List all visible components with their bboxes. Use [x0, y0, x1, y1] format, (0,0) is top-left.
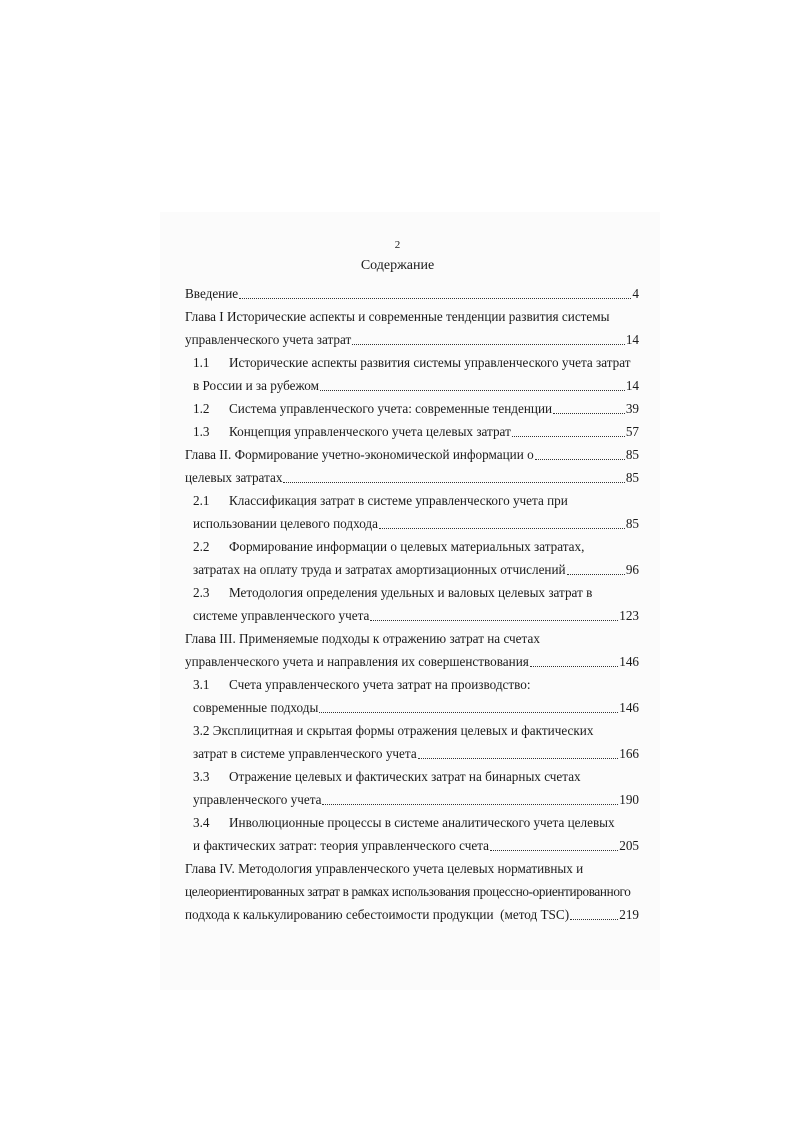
- leader-dots: [352, 344, 625, 345]
- toc-entry-chapter-2[interactable]: [185, 443, 639, 463]
- toc-entry-section-2-1[interactable]: [193, 489, 639, 509]
- toc-entry-text: 3.2 Эксплицитная и скрытая формы отражения целевых и фактических: [193, 723, 594, 738]
- toc-entry-text: Система управленческого учета: современные тенденции: [229, 401, 553, 416]
- toc-entry-section-3-1[interactable]: [193, 673, 639, 693]
- leader-dots: [322, 804, 618, 805]
- leader-dots: [283, 482, 624, 483]
- toc-entry-chapter-1-cont[interactable]: [185, 328, 639, 348]
- toc-entry-text: Глава IV. Методология управленческого учета целевых нормативных и: [185, 861, 584, 876]
- toc-entry-section-1-1[interactable]: [193, 351, 639, 371]
- toc-entry-section-3-4[interactable]: [193, 811, 639, 831]
- toc-entry-section-2-2[interactable]: [193, 535, 639, 555]
- toc-entry-section-2-1-cont[interactable]: [193, 512, 639, 532]
- toc-entry-text: управленческого учета затрат: [185, 332, 352, 347]
- toc-entry-section-3-3-cont[interactable]: [193, 788, 639, 808]
- toc-entry-intro[interactable]: [185, 282, 639, 302]
- toc-entry-text: в России и за рубежом: [193, 378, 319, 393]
- toc-entry-text: Классификация затрат в системе управленческого учета при: [229, 493, 568, 508]
- toc-entry-section-3-1-cont[interactable]: [193, 696, 639, 716]
- toc-page-number: 4: [632, 286, 639, 301]
- toc-entry-text: управленческого учета: [193, 792, 322, 807]
- toc-entry-section-2-3-cont[interactable]: [193, 604, 639, 624]
- toc-entry-text: затрат в системе управленческого учета: [193, 746, 417, 761]
- leader-dots: [535, 459, 625, 460]
- toc-entry-section-1-3[interactable]: [193, 420, 639, 440]
- toc-page-number: 14: [625, 332, 639, 347]
- toc-entry-text: Глава III. Применяемые подходы к отражению затрат на счетах: [185, 631, 540, 646]
- leader-dots: [530, 666, 618, 667]
- toc-entry-text: подхода к калькулированию себестоимости продукции (метод TSC): [185, 907, 570, 922]
- toc-section-number: 2.2: [193, 539, 210, 554]
- toc-entry-chapter-1[interactable]: [185, 305, 639, 325]
- toc-entry-text: использовании целевого подхода: [193, 516, 378, 531]
- toc-entry-chapter-4-cont-2[interactable]: [185, 903, 639, 923]
- toc-page-number: 85: [625, 470, 639, 485]
- toc-page-number: 85: [625, 447, 639, 462]
- toc-page-number: 14: [625, 378, 639, 393]
- leader-dots: [239, 298, 631, 299]
- toc-entry-text: Глава II. Формирование учетно-экономической информации о: [185, 447, 534, 462]
- toc-entry-text: Формирование информации о целевых материальных затратах,: [229, 539, 585, 554]
- toc-section-number: 3.3: [193, 769, 210, 784]
- toc-entry-text: Глава I Исторические аспекты и современные тенденции развития системы: [185, 309, 610, 324]
- toc-entry-text: и фактических затрат: теория управленческого счета: [193, 838, 489, 853]
- toc-section-number: 2.1: [193, 493, 210, 508]
- leader-dots: [379, 528, 625, 529]
- toc-entry-chapter-3[interactable]: [185, 627, 639, 647]
- toc-entry-section-3-4-cont[interactable]: [193, 834, 639, 854]
- toc-page-number: 96: [625, 562, 639, 577]
- toc-entry-section-1-1-cont[interactable]: [193, 374, 639, 394]
- toc-entry-section-2-2-cont[interactable]: [193, 558, 639, 578]
- leader-dots: [320, 390, 625, 391]
- toc-page-number: 146: [619, 654, 639, 669]
- toc-page-number: 146: [619, 700, 639, 715]
- leader-dots: [418, 758, 619, 759]
- toc-section-number: 2.3: [193, 585, 210, 600]
- leader-dots: [512, 436, 625, 437]
- leader-dots: [567, 574, 625, 575]
- toc-entry-section-3-2-cont[interactable]: [193, 742, 639, 762]
- toc-entry-text: Счета управленческого учета затрат на производство:: [229, 677, 531, 692]
- toc-page-number: 219: [619, 907, 639, 922]
- toc-page-number: 39: [625, 401, 639, 416]
- toc-page-number: 123: [619, 608, 639, 623]
- toc-entry-text: Инволюционные процессы в системе аналитического учета целевых: [229, 815, 615, 830]
- leader-dots: [553, 413, 625, 414]
- toc-entry-section-2-3[interactable]: [193, 581, 639, 601]
- toc-entry-section-3-2[interactable]: [193, 719, 639, 739]
- toc-page-number: 85: [625, 516, 639, 531]
- leader-dots: [570, 919, 618, 920]
- leader-dots: [370, 620, 618, 621]
- toc-entry-text: целевых затратах: [185, 470, 283, 485]
- toc-section-number: 1.3: [193, 424, 210, 439]
- toc-entry-text: Методология определения удельных и валовых целевых затрат в: [229, 585, 593, 600]
- toc-entry-text: системе управленческого учета: [193, 608, 370, 623]
- leader-dots: [490, 850, 618, 851]
- toc-section-number: 1.2: [193, 401, 210, 416]
- toc-entry-text: управленческого учета и направления их совершенствования: [185, 654, 529, 669]
- toc-entry-chapter-3-cont[interactable]: [185, 650, 639, 670]
- toc-entry-text: Введение: [185, 286, 239, 301]
- toc-entry-text: целеориентированных затрат в рамках использования процессно-ориентированного: [185, 884, 631, 899]
- toc-entry-section-3-3[interactable]: [193, 765, 639, 785]
- toc-section-number: 1.1: [193, 355, 210, 370]
- toc-entry-chapter-4[interactable]: [185, 857, 639, 877]
- toc-page-number: 57: [625, 424, 639, 439]
- toc-entry-text: Отражение целевых и фактических затрат на бинарных счетах: [229, 769, 581, 784]
- toc-entry-text: затратах на оплату труда и затратах амортизационных отчислений: [193, 562, 566, 577]
- toc-section-number: 3.4: [193, 815, 210, 830]
- toc-entry-section-1-2[interactable]: [193, 397, 639, 417]
- toc-entry-chapter-4-cont[interactable]: [185, 880, 639, 900]
- toc-entry-text: Концепция управленческого учета целевых затрат: [229, 424, 511, 439]
- toc-page-number: 166: [619, 746, 639, 761]
- toc-entry-text: современные подходы: [193, 700, 319, 715]
- leader-dots: [319, 712, 618, 713]
- toc-page-number: 205: [619, 838, 639, 853]
- toc-page-number: 190: [619, 792, 639, 807]
- page-number: 2: [394, 239, 401, 251]
- toc-entry-text: Исторические аспекты развития системы управленческого учета затрат: [229, 355, 631, 370]
- toc-section-number: 3.1: [193, 677, 210, 692]
- toc-entry-chapter-2-cont[interactable]: [185, 466, 639, 486]
- page-title: Содержание: [360, 258, 435, 273]
